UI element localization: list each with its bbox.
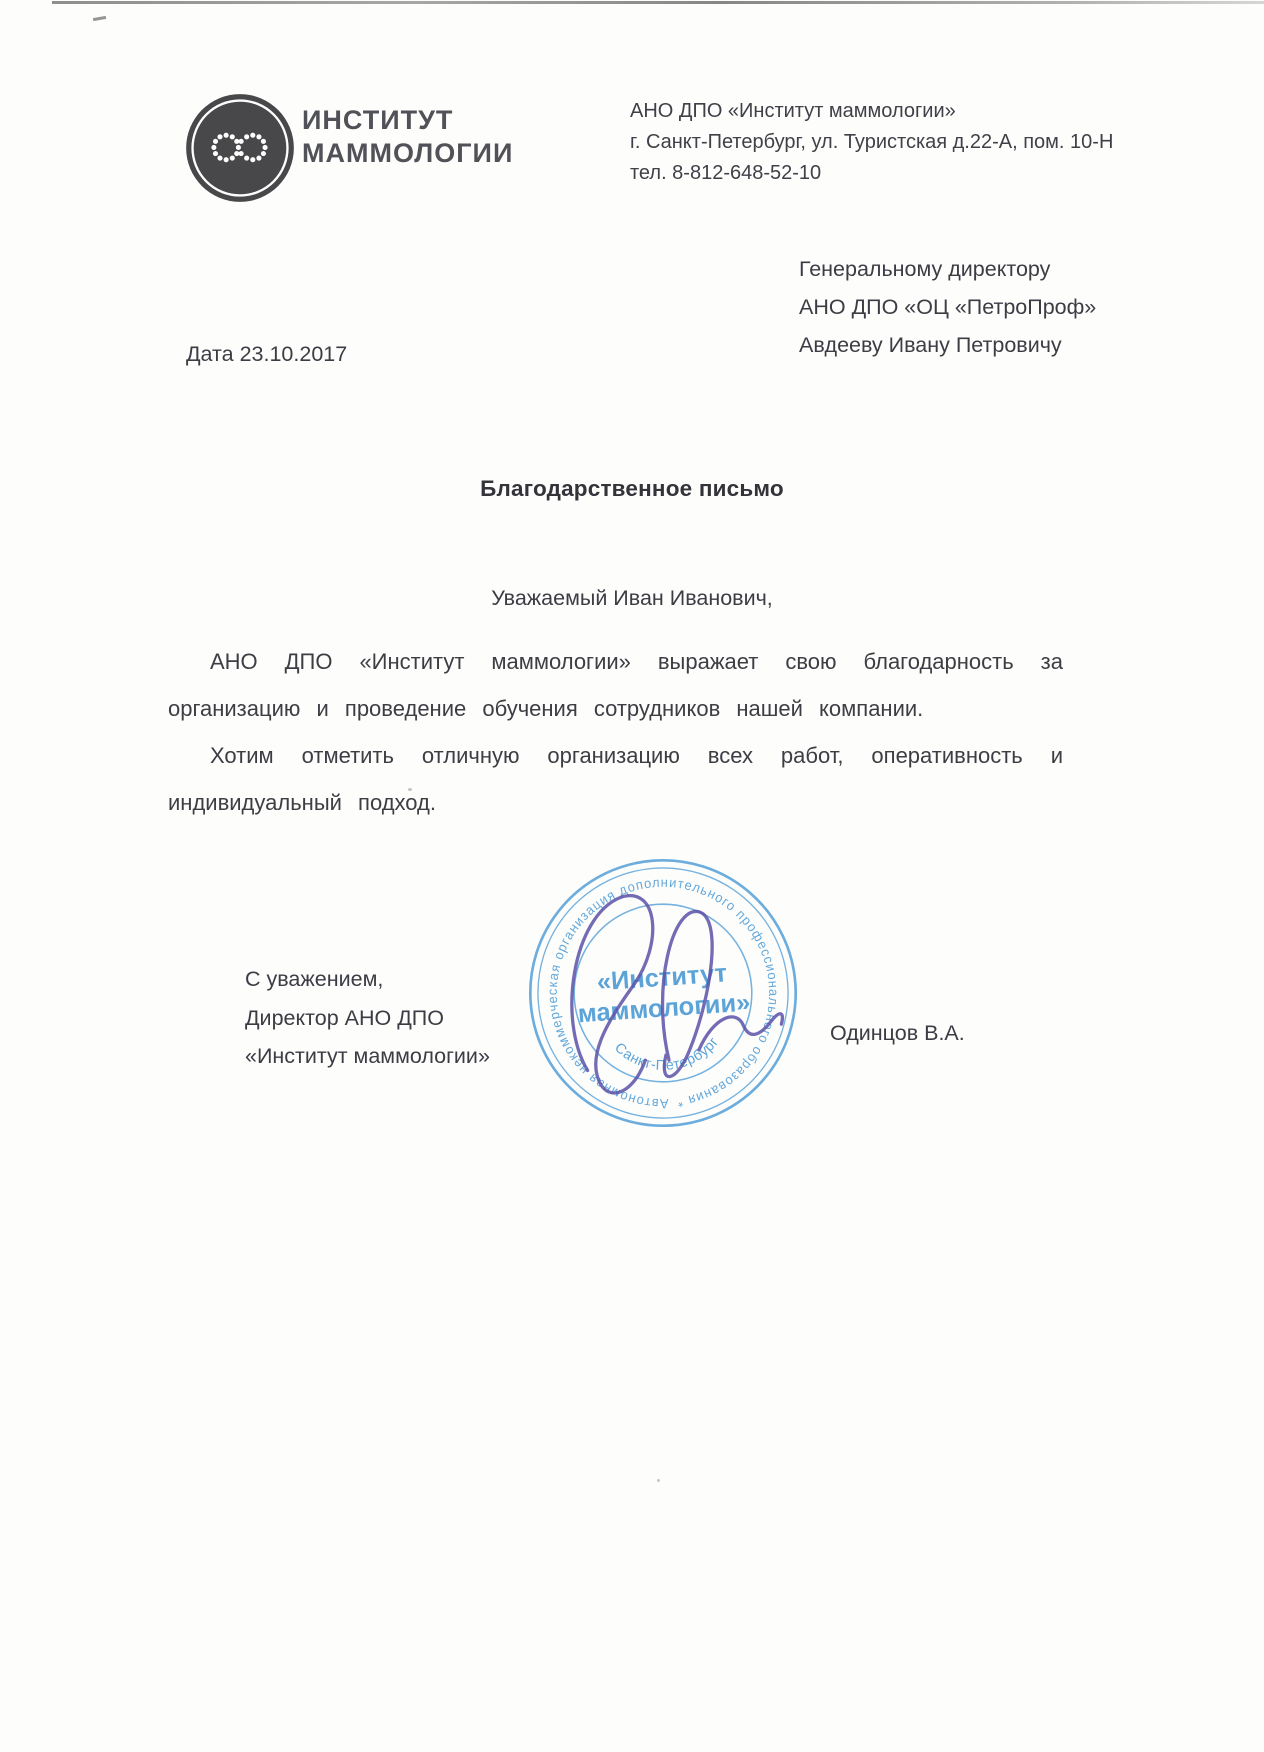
scan-artifact-dash xyxy=(93,16,106,21)
recipient-position: Генеральному директору xyxy=(799,257,1051,281)
sender-address: г. Санкт-Петербург, ул. Туристская д.22-А, пом. 10-Н xyxy=(630,131,1114,153)
sender-phone: тел. 8-812-648-52-10 xyxy=(630,162,822,184)
scan-artifact-top-line xyxy=(52,1,1264,4)
closing-block xyxy=(245,960,490,1076)
signer-name: Одинцов В.А. xyxy=(830,1021,965,1045)
handwritten-signature xyxy=(543,852,793,1120)
body-paragraph-1: АНО ДПО «Институт маммологии» выражает свою благодарность за организацию и проведение обучения сотрудников нашей компании. xyxy=(168,649,1063,721)
logo-wordmark xyxy=(302,104,513,170)
recipient-org: АНО ДПО «ОЦ «ПетроПроф» xyxy=(799,295,1097,319)
closing-line-1: С уважением, xyxy=(245,967,384,991)
recipient-name: Авдееву Ивану Петровичу xyxy=(799,333,1062,357)
stamp-center-line-1: «Институт xyxy=(595,959,728,997)
infinity-logo-icon xyxy=(184,92,296,204)
closing-line-3: «Институт маммологии» xyxy=(245,1044,490,1068)
stamp-city-text: Санкт-Петербург xyxy=(611,1034,723,1075)
letter-body xyxy=(168,638,1063,826)
stamp-ring-text: Автономная некоммерческая организация дополнительного профессионального образования * xyxy=(544,874,782,1112)
logo-line-2: МАММОЛОГИИ xyxy=(302,138,514,168)
closing-line-2: Директор АНО ДПО xyxy=(245,1005,444,1030)
body-paragraph-2: Хотим отметить отличную организацию всех работ, оперативность и индивидуальный подход. xyxy=(168,743,1063,815)
scan-speck xyxy=(657,1479,660,1482)
stamp-center-line-2: маммологии» xyxy=(576,988,752,1029)
document-title: Благодарственное письмо xyxy=(480,476,784,501)
logo-line-1: ИНСТИТУТ xyxy=(302,105,454,135)
salutation: Уважаемый Иван Иванович, xyxy=(491,586,773,610)
sender-org: АНО ДПО «Институт маммологии» xyxy=(630,100,956,122)
recipient-block xyxy=(799,250,1219,364)
sender-contact-block xyxy=(630,96,1190,189)
date-line: Дата 23.10.2017 xyxy=(186,342,348,366)
